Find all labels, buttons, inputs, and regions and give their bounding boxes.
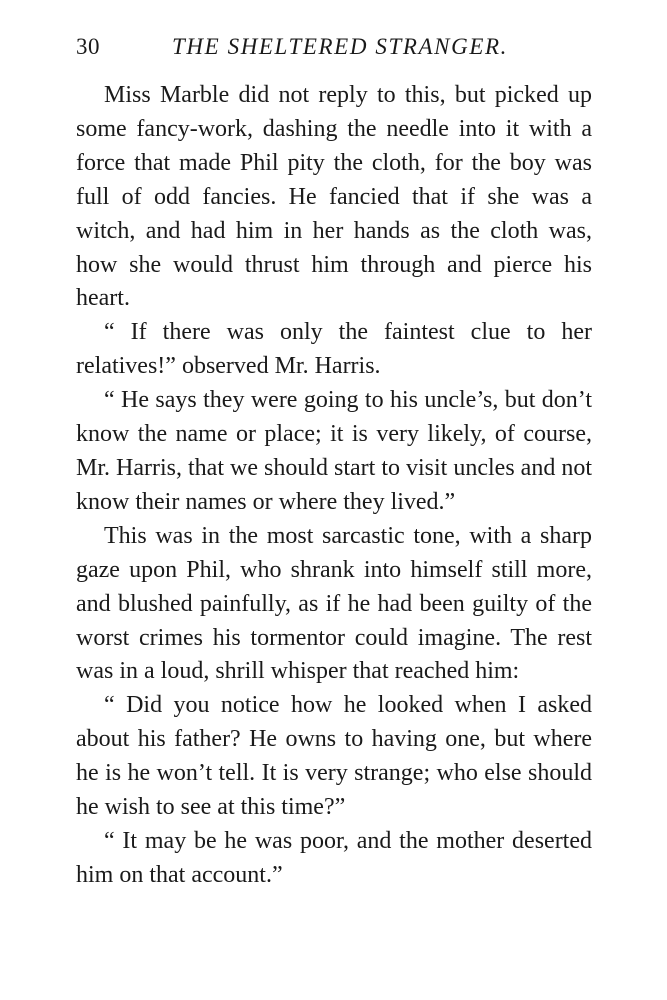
running-title: THE SHELTERED STRANGER.: [172, 34, 508, 59]
paragraph: Miss Marble did not reply to this, but picked up some fancy-work, dashing the needle into it with a force that made Phil pity the cloth, for the boy was full of odd fancies. He fancied that if she was a witch, and had him in her hands as the cloth was, how she would thrust him through and pierce his heart.: [76, 82, 592, 312]
paragraph: “ Did you notice how he looked when I asked about his father? He owns to having one, but where he is he won’t tell. It is very strange; who else should he wish to see at this time?”: [76, 692, 592, 821]
running-head: [76, 30, 592, 64]
paragraph: “ It may be he was poor, and the mother deserted him on that account.”: [76, 827, 592, 888]
paragraph: This was in the most sarcastic tone, with a sharp gaze upon Phil, who shrank into himself still more, and blushed painfully, as if he had been guilty of the worst crimes his tormentor could imagine. The rest was in a loud, shrill whisper that reached him:: [76, 522, 592, 685]
page-number: 30: [76, 34, 100, 59]
body-text: [76, 79, 592, 893]
paragraph: “ He says they were going to his uncle’s, but don’t know the name or place; it is very likely, of course, Mr. Harris, that we should start to visit uncles and not know their names or where they lived.”: [76, 387, 592, 515]
paragraph: “ If there was only the faintest clue to her relatives!” observed Mr. Harris.: [76, 319, 592, 380]
